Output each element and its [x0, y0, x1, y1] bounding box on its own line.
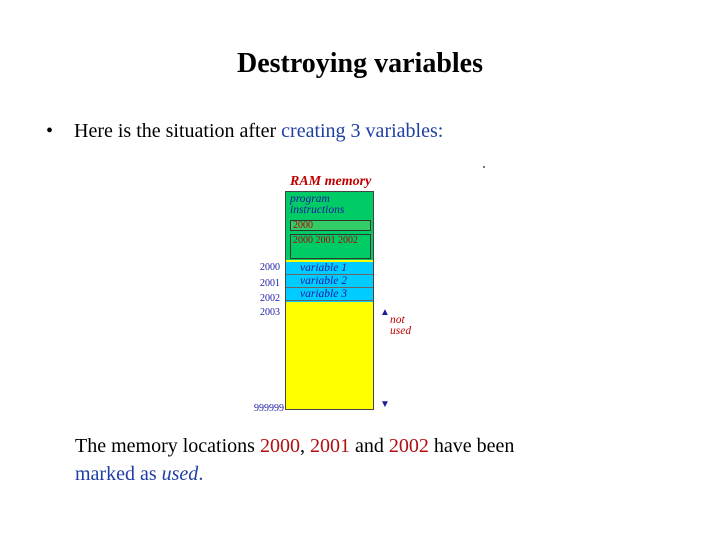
footer-num-2001: 2001: [309, 435, 350, 457]
program-box-1: 2000: [290, 220, 371, 231]
bullet-highlight: creating 3 variables: [281, 120, 438, 142]
arrow-up-icon: ▲: [380, 307, 390, 318]
footer-used-word: used: [161, 463, 199, 485]
variable-row-3: variable 3: [286, 288, 373, 301]
bullet-text: Here is the situation after: [74, 120, 282, 142]
footer-text-part2: ,: [299, 435, 310, 457]
bullet-colon: :: [437, 120, 444, 142]
footer-text-part4: have been: [428, 435, 515, 457]
address-2002: 2002: [260, 293, 280, 304]
variable-row-1: variable 1: [286, 262, 373, 275]
not-used-label: not used: [390, 314, 412, 337]
footer-text: [75, 432, 675, 488]
footer-line2-a: marked as: [75, 463, 162, 485]
ram-memory-diagram: [285, 191, 374, 410]
variable-row-2: variable 2: [286, 275, 373, 288]
footer-text-part3: and: [349, 435, 389, 457]
footer-text-part1: The memory locations: [75, 435, 260, 457]
footer-num-2002: 2002: [388, 435, 429, 457]
stray-dot: [483, 166, 485, 168]
address-2001: 2001: [260, 278, 280, 289]
arrow-down-icon: ▼: [380, 399, 390, 410]
slide-title: Destroying variables: [236, 48, 484, 79]
variables-region: [286, 262, 373, 302]
footer-line2-c: .: [198, 463, 204, 485]
address-999999: 999999: [254, 403, 284, 414]
program-instructions-label: program instructions: [290, 193, 345, 216]
bullet-item: [46, 120, 443, 143]
program-box-2: 2000 2001 2002: [290, 234, 371, 259]
footer-num-2000: 2000: [259, 435, 300, 457]
address-2000: 2000: [260, 262, 280, 273]
address-2003: 2003: [260, 307, 280, 318]
bullet-dot: •: [46, 120, 54, 142]
program-instructions-region: [286, 192, 373, 260]
ram-memory-title: RAM memory: [290, 174, 372, 189]
